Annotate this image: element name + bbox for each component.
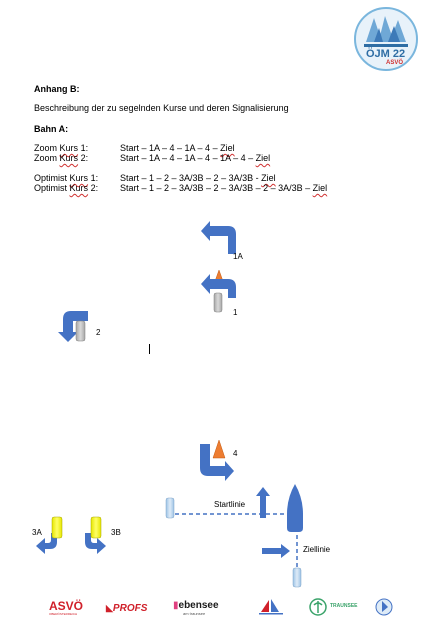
course-number: 2: bbox=[90, 183, 99, 193]
mark-label: 4 bbox=[233, 449, 238, 458]
mark-label: 3B bbox=[111, 528, 121, 537]
section-heading: Bahn A: bbox=[34, 124, 69, 134]
startline-label: Startlinie bbox=[214, 500, 246, 509]
sponsor-traunsee-name: TRAUNSEE bbox=[330, 603, 358, 609]
course-class: Zoom bbox=[34, 153, 58, 163]
appendix-heading: Anhang B: bbox=[34, 84, 80, 94]
start-pin-buoy bbox=[166, 498, 174, 518]
sponsor-ebensee-sub: am traunsee bbox=[183, 611, 206, 616]
committee-boat bbox=[287, 484, 303, 532]
mark-3a-buoy bbox=[52, 517, 62, 538]
sponsor-asvo-sub: OBERÖSTERREICH bbox=[49, 612, 78, 616]
mark-2-buoy bbox=[76, 321, 85, 341]
course-class: Optimist bbox=[34, 173, 68, 183]
sponsor-ebensee-name bbox=[173, 600, 239, 611]
logo-title: ÖJM 22 bbox=[366, 48, 406, 60]
mark-4-buoy bbox=[213, 440, 225, 458]
sponsor-ebensee bbox=[173, 600, 239, 616]
course-route-text: Start – 1 – 2 – 3A/3B – 2 – 3A/3B - bbox=[120, 173, 262, 183]
course-class: Zoom bbox=[34, 143, 58, 153]
rounding-arrow bbox=[201, 221, 236, 254]
course-kurs: Kurs bbox=[59, 143, 79, 153]
mark-label: 1A bbox=[233, 252, 243, 261]
mark-label: 1 bbox=[233, 308, 238, 317]
course-route-text: Start – 1A – 4 – 1A – 4 – bbox=[120, 143, 221, 153]
course-kurs: Kurs bbox=[69, 173, 89, 183]
course-kurs: Kurs bbox=[69, 183, 89, 193]
profs-icon: ◣ bbox=[106, 603, 113, 613]
course-number: 1: bbox=[90, 173, 99, 183]
sponsor-asvo-name: ASVÖ bbox=[49, 599, 84, 613]
course-route-text: Start – 1A – 4 – 1A – 4 – 1A – 4 – bbox=[120, 153, 256, 163]
sponsor-profs-name: PROFS bbox=[112, 603, 148, 614]
sponsor-profs bbox=[106, 600, 147, 616]
course-ziel: Ziel bbox=[220, 143, 235, 153]
mark-label: 2 bbox=[96, 328, 101, 337]
finishline-label: Ziellinie bbox=[303, 545, 331, 554]
sponsor-sailing-logo bbox=[257, 598, 285, 616]
finish-direction-arrow bbox=[262, 544, 290, 558]
sponsor-traunsee bbox=[308, 597, 356, 617]
mark-label: 3A bbox=[32, 528, 42, 537]
course-ziel: Ziel bbox=[255, 153, 271, 163]
sponsor-club-pennant bbox=[375, 598, 393, 616]
finish-buoy bbox=[293, 568, 301, 587]
sponsor-ebensee-label: ebensee bbox=[178, 600, 219, 611]
course-ziel: Ziel bbox=[261, 173, 276, 183]
course-number: 1: bbox=[80, 143, 89, 153]
mark-3b-buoy bbox=[91, 517, 101, 538]
course-ziel: Ziel bbox=[312, 183, 328, 193]
text-cursor bbox=[149, 344, 150, 354]
course-route-text: Start – 1 – 2 – 3A/3B – 2 – 3A/3B – 2 – 3A/3B – bbox=[120, 183, 313, 193]
sponsor-asvo bbox=[49, 600, 95, 616]
description-text: Beschreibung der zu segelnden Kurse und deren Signalisierung bbox=[34, 103, 289, 113]
logo-club: ASVÖ bbox=[386, 60, 404, 66]
ebensee-icon: ▮ bbox=[173, 600, 179, 611]
course-number: 2: bbox=[80, 153, 89, 163]
mark-1-buoy bbox=[214, 293, 222, 312]
course-kurs: Kurs bbox=[59, 153, 79, 163]
course-class: Optimist bbox=[34, 183, 68, 193]
